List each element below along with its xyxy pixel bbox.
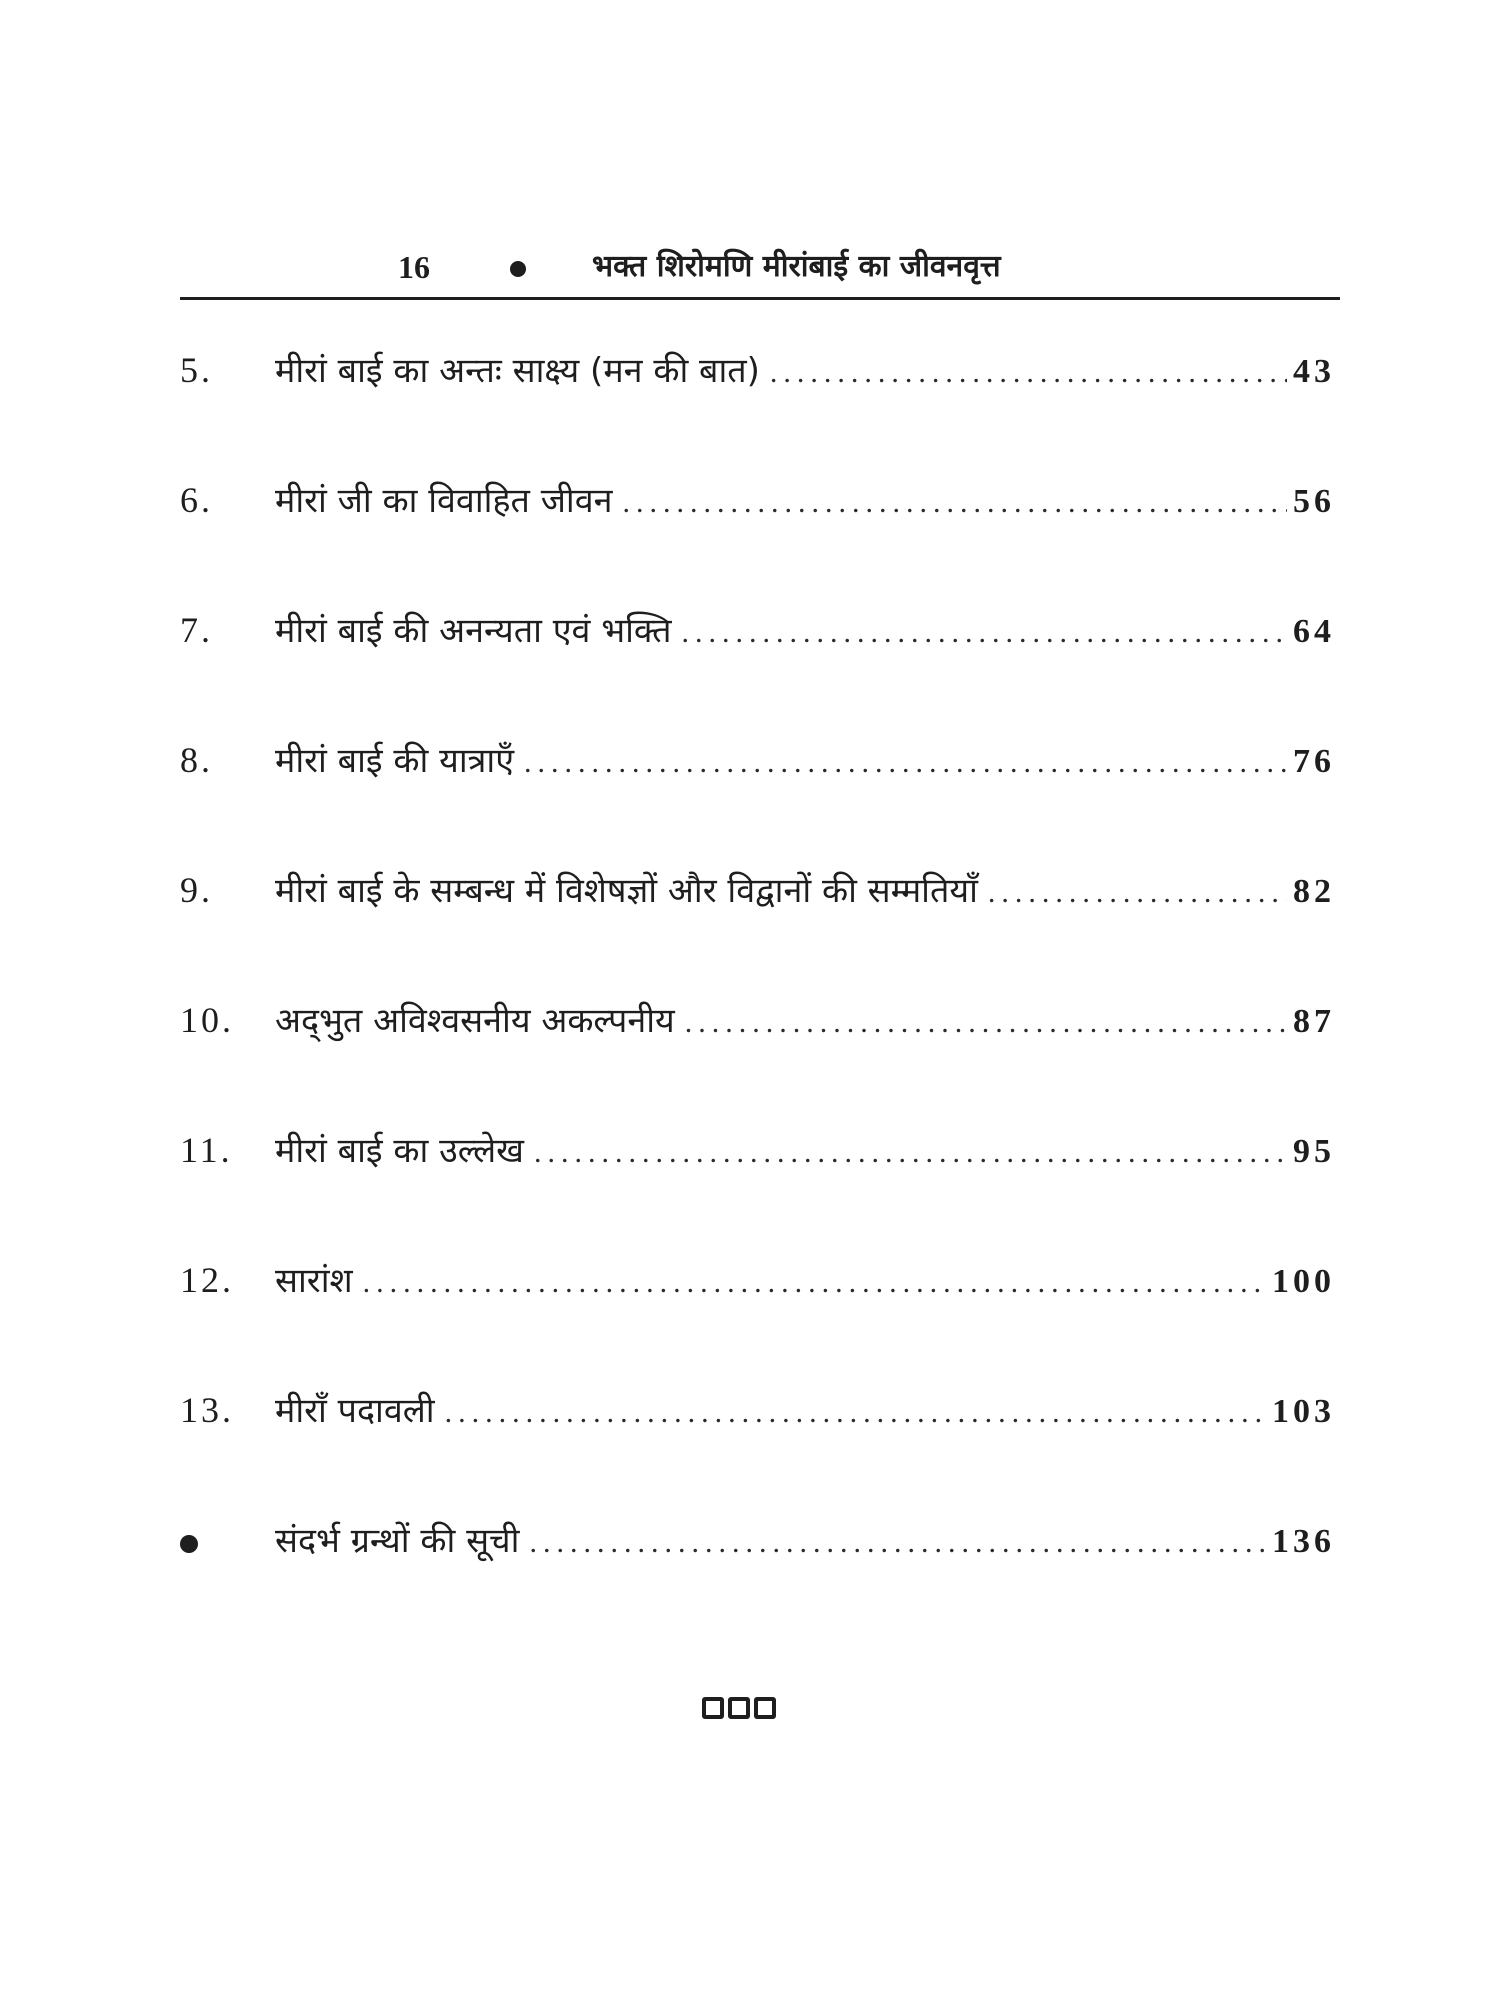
table-of-contents	[180, 345, 1335, 1645]
dot-leader	[529, 1518, 1266, 1568]
toc-entry-8	[180, 735, 1335, 865]
toc-entry-number: 7.	[180, 610, 213, 650]
toc-entry-bibliography	[180, 1515, 1335, 1645]
toc-entry-number: 6.	[180, 480, 213, 520]
toc-entry-title: संदर्भ ग्रन्थों की सूची	[275, 1521, 520, 1561]
toc-entry-page: 103	[1272, 1393, 1335, 1430]
dot-leader	[988, 868, 1287, 918]
toc-entry-10	[180, 995, 1335, 1125]
dot-leader	[534, 1128, 1287, 1178]
toc-entry-title: अद्‌भुत अविश्वसनीय अकल्पनीय	[275, 1001, 675, 1041]
toc-entry-number: 8.	[180, 740, 213, 780]
toc-entry-13	[180, 1385, 1335, 1515]
bullet-icon	[180, 1535, 198, 1553]
toc-entry-page: 64	[1293, 613, 1335, 650]
toc-entry-page: 87	[1293, 1003, 1335, 1040]
header-rule	[180, 297, 1340, 300]
toc-entry-title: मीरां बाई का अन्तः साक्ष्य (मन की बात)	[275, 351, 760, 391]
header-bullet-icon	[510, 261, 526, 277]
toc-entry-title: मीरां बाई का उल्लेख	[275, 1131, 524, 1171]
toc-entry-number: 5.	[180, 350, 213, 390]
toc-entry-title: मीराँ पदावली	[275, 1391, 435, 1431]
toc-entry-number: 10.	[180, 1000, 234, 1040]
toc-entry-number: 11.	[180, 1130, 233, 1170]
square-ornament-icon	[754, 1697, 776, 1719]
dot-leader	[445, 1388, 1266, 1438]
toc-entry-page: 76	[1293, 743, 1335, 780]
toc-entry-page: 95	[1293, 1133, 1335, 1170]
running-head	[180, 245, 1340, 305]
toc-entry-marker	[180, 1515, 275, 1565]
toc-entry-number: 13.	[180, 1390, 234, 1430]
toc-entry-6	[180, 475, 1335, 605]
toc-entry-page: 43	[1293, 353, 1335, 390]
end-of-section-mark	[702, 1697, 776, 1719]
dot-leader	[685, 998, 1287, 1048]
toc-entry-title: मीरां बाई की यात्राएँ	[275, 741, 515, 781]
toc-entry-7	[180, 605, 1335, 735]
toc-entry-page: 56	[1293, 483, 1335, 520]
page-number: 16	[398, 249, 430, 285]
toc-entry-page: 136	[1272, 1523, 1335, 1560]
square-ornament-icon	[702, 1697, 724, 1719]
dot-leader	[363, 1258, 1266, 1308]
toc-entry-12	[180, 1255, 1335, 1385]
dot-leader	[682, 608, 1287, 658]
toc-entry-9	[180, 865, 1335, 995]
square-ornament-icon	[728, 1697, 750, 1719]
toc-entry-title: मीरां बाई के सम्बन्ध में विशेषज्ञों और विद्वानों की सम्मतियाँ	[275, 871, 978, 911]
dot-leader	[770, 348, 1287, 398]
toc-entry-number: 12.	[180, 1260, 234, 1300]
toc-entry-11	[180, 1125, 1335, 1255]
toc-entry-title: मीरां बाई की अनन्यता एवं भक्ति	[275, 611, 672, 651]
toc-entry-5	[180, 345, 1335, 475]
toc-entry-title: मीरां जी का विवाहित जीवन	[275, 481, 613, 521]
toc-entry-page: 82	[1293, 873, 1335, 910]
dot-leader	[623, 478, 1288, 528]
toc-entry-title: सारांश	[275, 1261, 353, 1301]
toc-entry-page: 100	[1272, 1263, 1335, 1300]
book-title: भक्त शिरोमणि मीरांबाई का जीवनवृत्त	[592, 249, 1001, 284]
dot-leader	[524, 738, 1287, 788]
toc-entry-number: 9.	[180, 870, 213, 910]
